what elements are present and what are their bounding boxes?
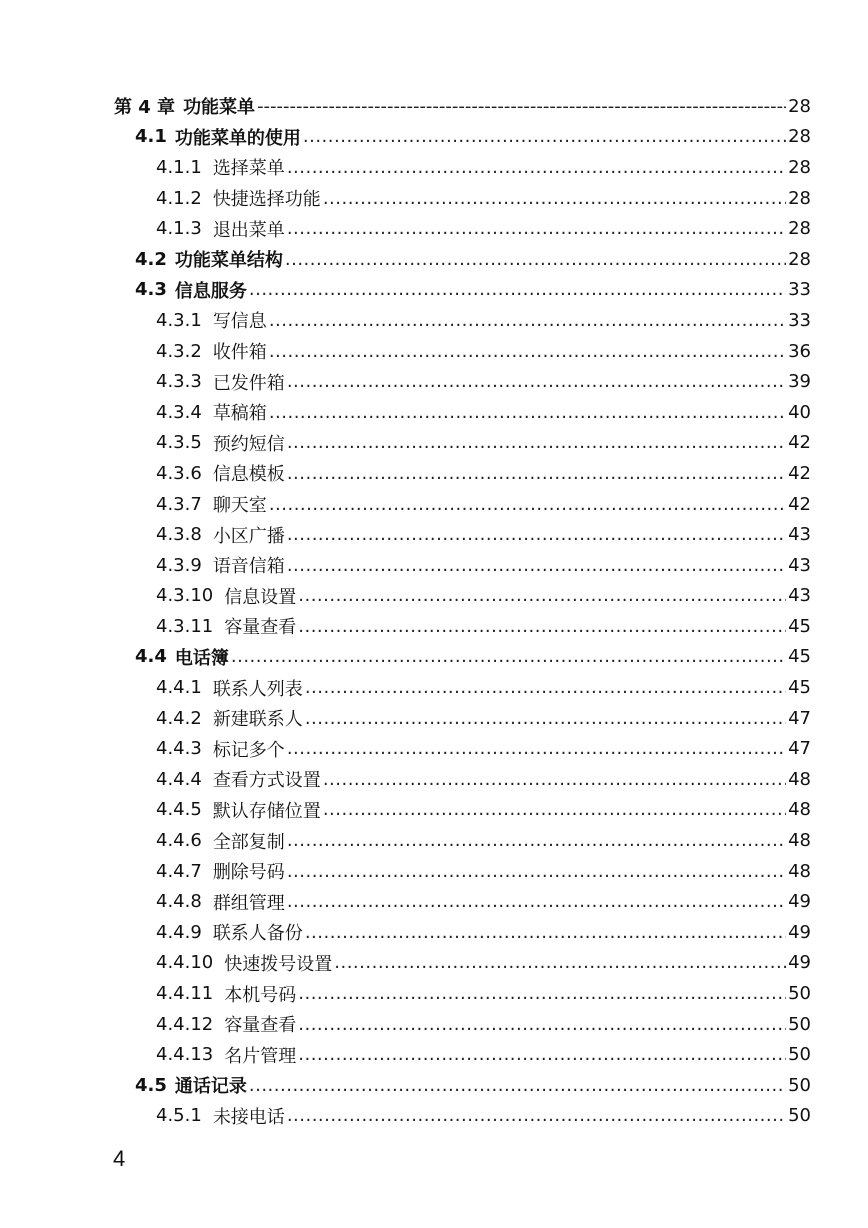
toc-entry-title: 功能菜单结构 [174, 250, 283, 272]
toc-entry-number: 第 4 章 [114, 97, 176, 119]
toc-entry-number: 4.3.6 [156, 462, 202, 484]
toc-entry[interactable] [0, 336, 868, 367]
toc-entry[interactable] [0, 672, 868, 703]
toc-entry-number: 4.4.6 [156, 830, 202, 852]
toc-entry-number: 4.4.12 [156, 1013, 214, 1035]
toc-entry-number: 4.3.3 [156, 371, 202, 393]
toc-entry-title: 信息设置 [224, 586, 297, 608]
toc-entry[interactable] [0, 917, 868, 948]
toc-entry-title: 信息服务 [174, 280, 247, 302]
toc-entry-number: 4.3.11 [156, 615, 214, 637]
toc-entry-page: 48 [788, 799, 811, 821]
toc-entry[interactable] [0, 1039, 868, 1070]
toc-entry-title: 联系人列表 [212, 678, 303, 700]
toc-entry[interactable] [0, 428, 868, 459]
toc-entry-title: 标记多个 [212, 739, 285, 761]
toc-leader-dots [305, 708, 786, 729]
toc-entry-page: 42 [788, 432, 811, 454]
toc-entry-title: 草稿箱 [212, 403, 267, 425]
toc-leader-dots [269, 310, 786, 331]
toc-entry-number: 4.1 [135, 126, 167, 148]
toc-entry-title: 快捷选择功能 [212, 189, 321, 211]
toc-entry-title: 功能菜单的使用 [174, 127, 301, 149]
toc-entry-page: 50 [788, 1044, 811, 1066]
toc-entry-number: 4.3.9 [156, 554, 202, 576]
toc-entry-number: 4.4.1 [156, 677, 202, 699]
toc-entry-page: 42 [788, 493, 811, 515]
toc-entry-number: 4.4.2 [156, 707, 202, 729]
toc-entry-title: 默认存储位置 [212, 800, 321, 822]
toc-leader-dots [323, 769, 786, 790]
toc-entry-title: 电话簿 [174, 647, 229, 669]
toc-entry-title: 名片管理 [224, 1045, 297, 1067]
toc-entry-number: 4.3.7 [156, 493, 202, 515]
toc-entry-title: 快速拨号设置 [224, 953, 333, 975]
toc-entry-number: 4.4 [135, 646, 167, 668]
toc-entry-number: 4.3.5 [156, 432, 202, 454]
toc-entry-number: 4.2 [135, 248, 167, 270]
toc-entry-number: 4.4.8 [156, 891, 202, 913]
toc-entry-title: 聊天室 [212, 495, 267, 517]
toc-entry-page: 45 [788, 646, 811, 668]
toc-leader-dots [334, 952, 786, 973]
toc-entry-page: 43 [788, 554, 811, 576]
toc-entry-title: 容量查看 [224, 1015, 297, 1037]
toc-entry[interactable] [0, 795, 868, 826]
toc-entry[interactable] [0, 519, 868, 550]
toc-entry-title: 退出菜单 [212, 219, 285, 241]
toc-entry[interactable] [0, 642, 868, 673]
toc-entry-page: 43 [788, 524, 811, 546]
toc-entry[interactable] [0, 978, 868, 1009]
toc-leader-dots [269, 341, 786, 362]
toc-leader-dots [285, 249, 786, 270]
toc-entry[interactable] [0, 703, 868, 734]
toc-leader-dots [305, 677, 786, 698]
toc-leader-dots [298, 616, 786, 637]
toc-entry-number: 4.4.9 [156, 921, 202, 943]
toc-entry-number: 4.3.2 [156, 340, 202, 362]
toc-leader-dots [298, 585, 786, 606]
toc-entry-number: 4.3.10 [156, 585, 214, 607]
toc-entry-title: 全部复制 [212, 831, 285, 853]
toc-entry-number: 4.3.4 [156, 401, 202, 423]
toc-entry-page: 47 [788, 738, 811, 760]
toc-entry[interactable] [0, 489, 868, 520]
page-number: 4 [113, 1146, 126, 1171]
toc-entry[interactable] [0, 305, 868, 336]
toc-entry-page: 28 [788, 126, 811, 148]
toc-entry-page: 47 [788, 707, 811, 729]
toc-leader-dots [298, 1044, 786, 1065]
toc-leader-dots [298, 983, 786, 1004]
toc-entry-page: 50 [788, 1105, 811, 1127]
toc-entry-page: 28 [788, 95, 811, 117]
toc-entry-number: 4.4.10 [156, 952, 214, 974]
toc-entry-title: 信息模板 [212, 464, 285, 486]
toc-entry-number: 4.5 [135, 1074, 167, 1096]
toc-entry-page: 50 [788, 1074, 811, 1096]
toc-leader-dots [298, 1014, 786, 1035]
toc-entry-page: 42 [788, 462, 811, 484]
toc-entry-page: 28 [788, 156, 811, 178]
toc-entry-number: 4.3 [135, 279, 167, 301]
toc-entry[interactable] [0, 1101, 868, 1132]
toc-entry-number: 4.1.1 [156, 156, 202, 178]
toc-entry-page: 50 [788, 1013, 811, 1035]
toc-entry-title: 联系人备份 [212, 923, 303, 945]
toc-entry-title: 小区广播 [212, 525, 285, 547]
toc-entry[interactable] [0, 213, 868, 244]
toc-leader-dots [287, 157, 786, 178]
toc-entry-number: 4.4.4 [156, 768, 202, 790]
toc-entry-page: 28 [788, 248, 811, 270]
toc-leader-dots [287, 463, 786, 484]
toc-leader-dots [287, 891, 786, 912]
toc-leader-dots [287, 861, 786, 882]
toc-entry-page: 40 [788, 401, 811, 423]
toc-entry-page: 33 [788, 279, 811, 301]
toc-entry-page: 49 [788, 952, 811, 974]
toc-entry[interactable] [0, 458, 868, 489]
toc-leader-dots [287, 432, 786, 453]
toc-entry-number: 4.4.7 [156, 860, 202, 882]
toc-entry-page: 33 [788, 309, 811, 331]
toc-leader-dots [287, 371, 786, 392]
toc-entry[interactable] [0, 1070, 868, 1101]
toc-entry-title: 查看方式设置 [212, 770, 321, 792]
table-of-contents [0, 91, 868, 1131]
toc-leader-dots [287, 738, 786, 759]
toc-entry-title: 预约短信 [212, 433, 285, 455]
toc-entry-page: 50 [788, 983, 811, 1005]
toc-entry-number: 4.3.8 [156, 524, 202, 546]
toc-entry[interactable] [0, 550, 868, 581]
toc-entry-title: 语音信箱 [212, 556, 285, 578]
toc-entry-number: 4.1.2 [156, 187, 202, 209]
toc-leader-dots [323, 188, 786, 209]
toc-entry-title: 容量查看 [224, 617, 297, 639]
toc-entry-page: 45 [788, 677, 811, 699]
toc-entry-title: 群组管理 [212, 892, 285, 914]
toc-entry[interactable] [0, 183, 868, 214]
toc-leader-dots [287, 218, 786, 239]
toc-entry-title: 收件箱 [212, 342, 267, 364]
toc-leader-dots [287, 1105, 786, 1126]
toc-entry-page: 49 [788, 891, 811, 913]
toc-entry-number: 4.1.3 [156, 218, 202, 240]
toc-entry-page: 45 [788, 615, 811, 637]
toc-entry-title: 删除号码 [212, 862, 285, 884]
toc-entry[interactable] [0, 244, 868, 275]
toc-entry-title: 写信息 [212, 311, 267, 333]
toc-entry-number: 4.4.5 [156, 799, 202, 821]
toc-entry[interactable] [0, 886, 868, 917]
toc-leader-dots [257, 96, 786, 117]
toc-entry-page: 48 [788, 768, 811, 790]
toc-entry-number: 4.4.13 [156, 1044, 214, 1066]
toc-entry[interactable] [0, 856, 868, 887]
toc-entry[interactable] [0, 91, 868, 122]
toc-leader-dots [287, 524, 786, 545]
toc-entry-page: 28 [788, 218, 811, 240]
toc-entry[interactable] [0, 581, 868, 612]
toc-entry[interactable] [0, 275, 868, 306]
toc-entry-number: 4.3.1 [156, 309, 202, 331]
toc-leader-dots [269, 402, 786, 423]
toc-entry-page: 28 [788, 187, 811, 209]
toc-leader-dots [287, 830, 786, 851]
toc-entry[interactable] [0, 1009, 868, 1040]
toc-entry-number: 4.5.1 [156, 1105, 202, 1127]
toc-entry-page: 48 [788, 830, 811, 852]
toc-leader-dots [269, 494, 786, 515]
toc-leader-dots [323, 799, 786, 820]
toc-leader-dots [231, 646, 786, 667]
toc-entry-title: 通话记录 [174, 1076, 247, 1098]
toc-leader-dots [249, 1075, 786, 1096]
toc-leader-dots [305, 922, 786, 943]
toc-entry-number: 4.4.3 [156, 738, 202, 760]
toc-leader-dots [287, 555, 786, 576]
toc-entry-number: 4.4.11 [156, 983, 214, 1005]
toc-entry-title: 功能菜单 [183, 97, 256, 119]
toc-entry[interactable] [0, 825, 868, 856]
toc-entry[interactable] [0, 152, 868, 183]
toc-entry[interactable] [0, 733, 868, 764]
toc-entry[interactable] [0, 397, 868, 428]
toc-entry-page: 43 [788, 585, 811, 607]
toc-entry[interactable] [0, 611, 868, 642]
toc-entry-page: 49 [788, 921, 811, 943]
toc-entry-title: 新建联系人 [212, 709, 303, 731]
toc-entry-page: 39 [788, 371, 811, 393]
toc-entry-title: 已发件箱 [212, 372, 285, 394]
toc-leader-dots [249, 279, 786, 300]
toc-entry[interactable] [0, 764, 868, 795]
toc-entry-page: 48 [788, 860, 811, 882]
toc-entry-page: 36 [788, 340, 811, 362]
toc-entry-title: 选择菜单 [212, 158, 285, 180]
toc-entry[interactable] [0, 948, 868, 979]
toc-entry-title: 未接电话 [212, 1106, 285, 1128]
toc-entry[interactable] [0, 366, 868, 397]
toc-leader-dots [303, 126, 786, 147]
toc-entry-title: 本机号码 [224, 984, 297, 1006]
toc-entry[interactable] [0, 122, 868, 153]
